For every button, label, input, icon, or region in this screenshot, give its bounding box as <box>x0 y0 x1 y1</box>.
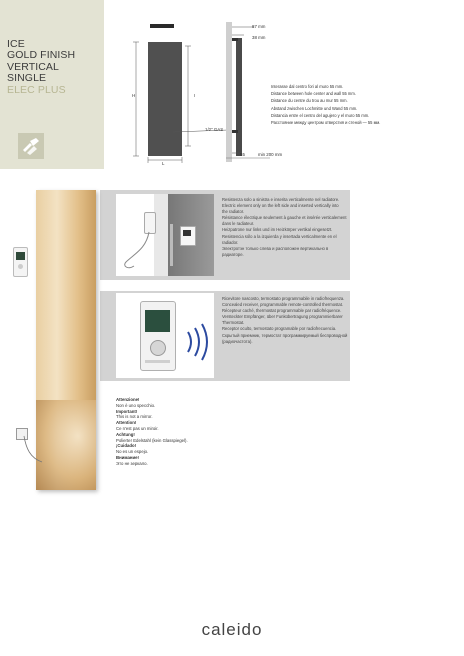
panel2-line: Receptor oculto, termostato programable por radiofrecuencia. <box>222 326 337 332</box>
title-panel <box>0 0 104 169</box>
note-text: No es un espejo. <box>116 449 149 455</box>
radiator-side-view <box>236 38 242 156</box>
dim-gas: 1/2" GAS <box>205 127 224 132</box>
mirror-warning-notes <box>116 397 188 467</box>
note-heading: ¡Cuidado! <box>116 443 137 449</box>
power-cable <box>20 428 50 468</box>
panel2-line: Récepteur caché, thermostat programmable par radiofréquence. <box>222 308 342 314</box>
dim-38: 38 mm <box>252 35 266 40</box>
element-photo <box>116 194 214 276</box>
note-heading: Achtung! <box>116 431 135 437</box>
panel1-line: dans le radiateur. <box>222 221 255 227</box>
panel2-line: Thermostat. <box>222 320 245 326</box>
spec-line: Interasse dal centro fori al muro 55 mm. <box>271 84 344 89</box>
dim-i: I <box>194 93 196 98</box>
spec-line: Distancia entre el centro del agujero y el muro 55 mm. <box>271 112 370 118</box>
note-text: Non è uno specchio. <box>116 402 156 408</box>
spec-line: Abstand zwischen Lochmitte und Wand 55 mm. <box>271 105 358 111</box>
dim-87: 87 mm <box>252 24 266 29</box>
note-heading: Attenzione! <box>116 397 140 402</box>
title-line-4: SINGLE <box>7 72 47 84</box>
note-text: This is not a mirror. <box>116 414 153 420</box>
title-line-3: VERTICAL <box>7 61 59 73</box>
panel2-line: Versteckter Empfänger, über Funkübertragung programmierbarer <box>222 314 343 320</box>
title-line-1: ICE <box>7 38 25 50</box>
panel1-line: radiador. <box>222 239 239 245</box>
wall-thermostat <box>13 247 28 277</box>
note-text: Ce n'est pas un miroir. <box>116 425 159 431</box>
spec-line: Расстояние между центром отверстия и стеной — 55 мм. <box>271 120 381 126</box>
spec-line: Distance du centre du trou au mur 55 mm. <box>271 98 348 104</box>
panel1-line: the radiator. <box>222 209 245 215</box>
note-heading: Attention! <box>116 420 137 426</box>
panel1-line: Heizpatrone nur links und im Heizkörper vertikal eingesetzt. <box>222 227 333 233</box>
note-heading: Important! <box>116 408 138 414</box>
dim-h: H <box>132 93 136 98</box>
radiator-front-view <box>148 42 182 156</box>
panel1-thermostat <box>180 226 196 246</box>
panel2-line: Ricevitore nascosto, termostato programmabile in radiofrequenza. <box>222 296 345 301</box>
panel2-line: Скрытый приемник, термостат программируемый беспроводной <box>222 332 348 338</box>
product-category-icon <box>18 133 44 159</box>
spec-text <box>271 83 380 126</box>
title-line-2: GOLD FINISH <box>7 49 76 61</box>
brand-logo: caleido <box>201 620 263 639</box>
panel1-line: Resistencia sólo a la izquierda y insertada verticalmente en el <box>222 233 337 239</box>
panel1-text <box>222 197 348 258</box>
top-bracket <box>150 24 174 28</box>
wireless-waves-icon <box>184 322 214 362</box>
note-text: Polierter Edelstahl (kein Glasspiegel). <box>116 437 188 443</box>
panel2-text <box>222 296 348 345</box>
dim-min-200: min 200 mm <box>258 152 283 157</box>
wall <box>226 22 232 162</box>
panel1-line: Resistenza solo a sinistra e inserita verticalmente nel radiatore. <box>222 197 340 202</box>
note-heading: Внимание! <box>116 454 139 460</box>
spec-line: Distance between hole center and wall 55 mm. <box>271 91 356 97</box>
panel2-line: Concealed receiver, programmable remote-controlled thermostat. <box>222 302 344 308</box>
note-text: Это не зеркало. <box>116 460 148 466</box>
dim-l: L <box>162 161 165 166</box>
subtitle: ELEC PLUS <box>7 84 66 96</box>
panel2-line: (радиочастота). <box>222 338 253 344</box>
dim-55: 55 <box>240 152 245 157</box>
panel1-line: Электротэн только слева и расположен вертикально в радиаторе. <box>222 245 329 257</box>
panel1-line: Electric element only on the left side and inserted vertically into <box>222 203 339 209</box>
panel1-line: Résistance électrique seulement à gauche et insérée verticalement <box>222 215 347 221</box>
